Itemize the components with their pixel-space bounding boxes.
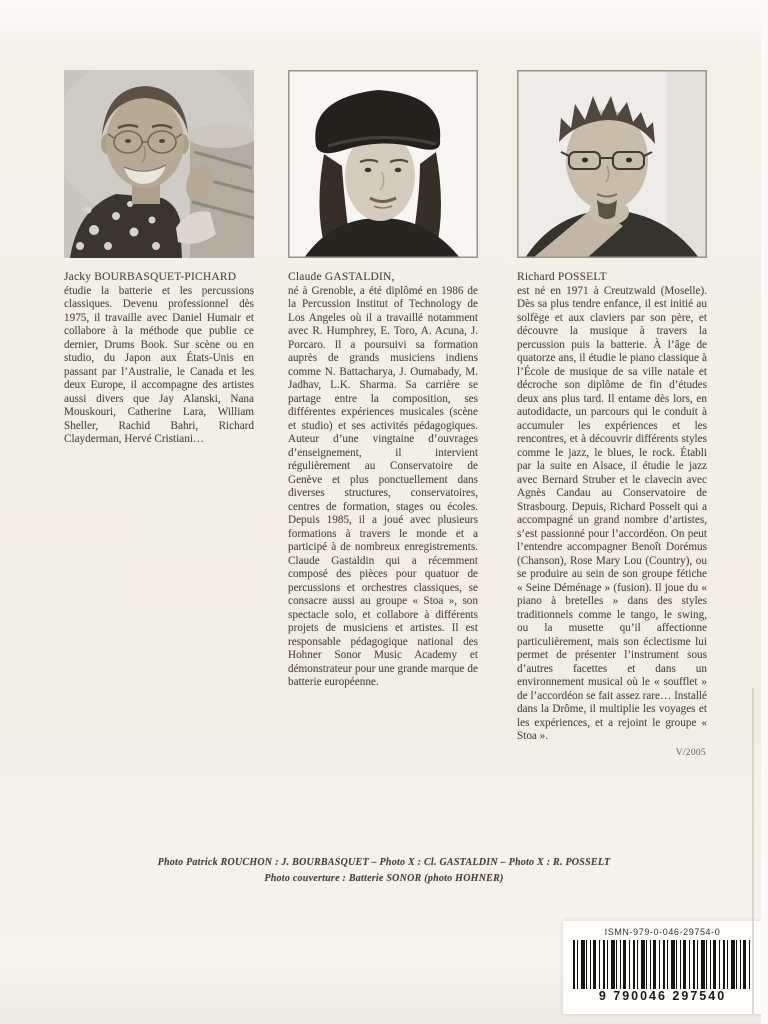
page-right-edge — [761, 0, 768, 1024]
portrait-photo-claude-gastaldin — [288, 70, 478, 258]
edition-mark: V/2005 — [675, 748, 706, 758]
portrait-illustration-bourbasquet — [64, 70, 254, 258]
bio-columns — [64, 70, 707, 744]
portrait-photo-jacky-bourbasquet — [64, 70, 254, 258]
musician-name-posselt: Richard POSSELT — [517, 271, 607, 283]
portrait-illustration-posselt — [517, 70, 707, 258]
ismn-number: ISMN-979-0-046-29754-0 — [604, 927, 721, 937]
barcode-bars — [573, 940, 752, 989]
barcode-digits: 9 790046 297540 — [573, 989, 752, 1004]
barcode-block — [563, 921, 762, 1014]
bio-column-posselt — [517, 70, 707, 744]
photo-credits-line1: Photo Patrick ROUCHON : J. BOURBASQUET – Photo X : Cl. GASTALDIN – Photo X : R. POSSELT — [157, 857, 611, 868]
musician-bio-posselt: est né en 1971 à Creutzwald (Moselle). Dès sa plus tendre enfance, il est initié au solfège et aux claviers par son père, et découvre la musique à travers la percussion puis la batterie. À l’âge de quatorze ans, il étudie le piano classique à l’École de musique de sa ville natale et décroche son diplôme de fin d’études deux ans plus tard. Il entame dès lors, en autodidacte, un parcours qui le conduit à accumuler les expériences et les rencontres, et à découvrir différents styles comme le jazz, le blues, le rock. Établi par la suite en Alsace, il étudie le jazz avec Bernard Struber et le clavecin avec Agnès Candau au Conservatoire de Strasbourg. Depuis, Richard Posselt qui a accompagné un grand nombre d’artistes, s’est passionné pour l’accordéon. On peut l’entendre accompagner Benoît Dorémus (Chanson), Rose Mary Lou (Country), ou se produire au sein de son groupe fétiche « Seine Déménage » (fusion). Il joue du « piano à bretelles » dans des styles traditionnels comme le tango, le swing, ou la musette qu’il affectionne particulièrement, mais son éclectisme lui permet de présenter l’instrument sous d’autres facettes et dans un environnement musical où le « soufflet » de l’accordéon se fait assez rare… Installé dans la Drôme, il multiplie les voyages et les expériences, et a rejoint le groupe « Stoa ». — [517, 284, 707, 742]
musician-name-bourbasquet: Jacky BOURBASQUET-PICHARD — [64, 271, 237, 283]
portrait-photo-richard-posselt — [517, 70, 707, 258]
photo-credits-line2: Photo couverture : Batterie SONOR (photo HOHNER) — [264, 872, 504, 884]
musician-bio-gastaldin: né à Grenoble, a été diplômé en 1986 de la Percussion Institut of Technology de Los Angeles où il a travaillé notamment avec R. Humphrey, E. Toro, A. Acuna, J. Porcaro. Il a poursuivi sa formation auprès de grands musiciens indiens comme N. Battacharya, J. Oumabady, M. Jadhav, L.K. Sharma. Sa carrière se partage entre la composition, ses différentes expériences musicales (scène et studio) et ses activités pédagogiques. Auteur d’une vingtaine d’ouvrages d’enseignement, il intervient régulièrement au Conservatoire de Genève et plus ponctuellement dans diverses structures, conservatoires, centres de formation, stages ou écoles. Depuis 1985, il a joué avec plusieurs formations à travers le monde et a participé à de nombreux enregistrements. Claude Gastaldin qui a récemment composé des pièces pour quatuor de percussions et orchestres classiques, se consacre aussi au groupe « Stoa », son spectacle solo, et collabore à différents projets de musiciens et artistes. Il est responsable pédagogique national des Hohner Sonor Music Academy et démonstrateur pour une grande marque de batterie européenne. — [288, 284, 478, 688]
musician-name-gastaldin: Claude GASTALDIN, — [288, 271, 395, 283]
photo-credits — [0, 855, 768, 886]
musician-bio-bourbasquet: étudie la batterie et les percussions classiques. Devenu professionnel dès 1975, il travaille avec Daniel Humair et collabore à la méthode que publie ce dernier, Drums Book. Sur scène ou en studio, du Japon aux États-Unis en passant par l’Australie, le Canada et les deux Europe, il accompagne des artistes aussi divers que Jay Alanski, Nana Mouskouri, Catherine Lara, William Sheller, Rachid Bahri, Richard Clayderman, Hervé Cristiani… — [64, 284, 254, 445]
bio-column-bourbasquet — [64, 70, 254, 744]
scan-seam-line — [752, 688, 754, 1014]
bio-column-gastaldin — [288, 70, 478, 744]
portrait-illustration-gastaldin — [288, 70, 478, 258]
